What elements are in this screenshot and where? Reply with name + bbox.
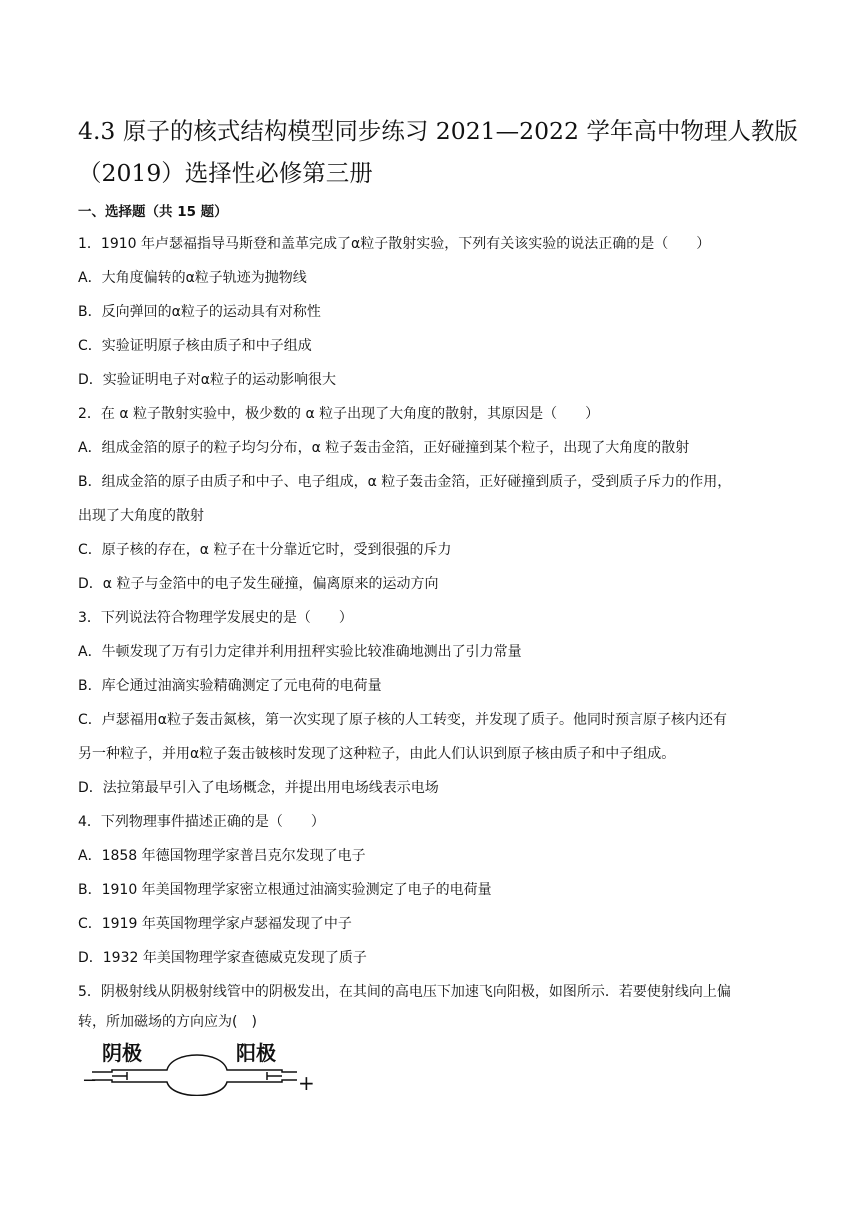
question-3-stem: 3．下列说法符合物理学发展史的是（ ） [78, 610, 353, 626]
question-4-stem: 4．下列物理事件描述正确的是（ ） [78, 814, 325, 830]
title-line: （2019）选择性必修第三册 [78, 159, 373, 187]
section-header: 一、选择题（共 15 题） [78, 204, 228, 220]
cathode-label: 阴极 [102, 1041, 142, 1065]
question-2-option-b: B．组成金箔的原子由质子和中子、电子组成，α 粒子轰击金箔，正好碰撞到质子，受到质子斥力的作用， [78, 474, 732, 490]
cathode-ray-tube-figure [82, 1036, 322, 1096]
question-3-option-b: B．库仑通过油滴实验精确测定了元电荷的电荷量 [78, 678, 382, 694]
question-1-option-b: B．反向弹回的α粒子的运动具有对称性 [78, 304, 321, 320]
question-1-stem: 1．1910 年卢瑟福指导马斯登和盖革完成了α粒子散射实验，下列有关该实验的说法正确的是（ ） [78, 236, 711, 252]
question-2-option-a: A．组成金箔的原子的粒子均匀分布，α 粒子轰击金箔，正好碰撞到某个粒子，出现了大角度的散射 [78, 440, 690, 456]
plus-terminal: + [298, 1071, 315, 1095]
question-3-option-c: C．卢瑟福用α粒子轰击氮核，第一次实现了原子核的人工转变，并发现了质子。他同时预言原子核内还有 [78, 712, 728, 728]
tube-outline-bottom [92, 1080, 297, 1096]
question-5-stem-cont: 转，所加磁场的方向应为( ) [78, 1014, 257, 1030]
question-3-option-c-cont: 另一种粒子，并用α粒子轰击铍核时发现了这种粒子，由此人们认识到原子核由质子和中子组成。 [78, 746, 676, 762]
question-2-option-b-cont: 出现了大角度的散射 [78, 508, 204, 524]
title-line: 4.3 原子的核式结构模型同步练习 2021—2022 学年高中物理人教版 [78, 117, 798, 145]
minus-terminal: − [82, 1070, 98, 1091]
anode-label: 阳极 [236, 1041, 276, 1065]
question-3-option-a: A．牛顿发现了万有引力定律并利用扭秤实验比较准确地测出了引力常量 [78, 644, 522, 660]
question-2-option-d: D．α 粒子与金箔中的电子发生碰撞，偏离原来的运动方向 [78, 576, 439, 592]
question-5-stem: 5．阴极射线从阴极射线管中的阴极发出，在其间的高电压下加速飞向阳极，如图所示．若要使射线向上偏 [78, 984, 731, 1000]
document-title [78, 110, 798, 194]
question-3-option-d: D．法拉第最早引入了电场概念，并提出用电场线表示电场 [78, 780, 439, 796]
question-4-option-c: C．1919 年英国物理学家卢瑟福发现了中子 [78, 916, 352, 932]
question-4-option-d: D．1932 年美国物理学家查德威克发现了质子 [78, 950, 367, 966]
question-1-option-d: D．实验证明电子对α粒子的运动影响很大 [78, 372, 337, 388]
question-4-option-a: A．1858 年德国物理学家普吕克尔发现了电子 [78, 848, 366, 864]
question-4-option-b: B．1910 年美国物理学家密立根通过油滴实验测定了电子的电荷量 [78, 882, 492, 898]
question-1-option-a: A．大角度偏转的α粒子轨迹为抛物线 [78, 270, 307, 286]
question-2-stem: 2．在 α 粒子散射实验中，极少数的 α 粒子出现了大角度的散射，其原因是（ ） [78, 406, 600, 422]
question-2-option-c: C．原子核的存在，α 粒子在十分靠近它时，受到很强的斥力 [78, 542, 452, 558]
question-1-option-c: C．实验证明原子核由质子和中子组成 [78, 338, 312, 354]
